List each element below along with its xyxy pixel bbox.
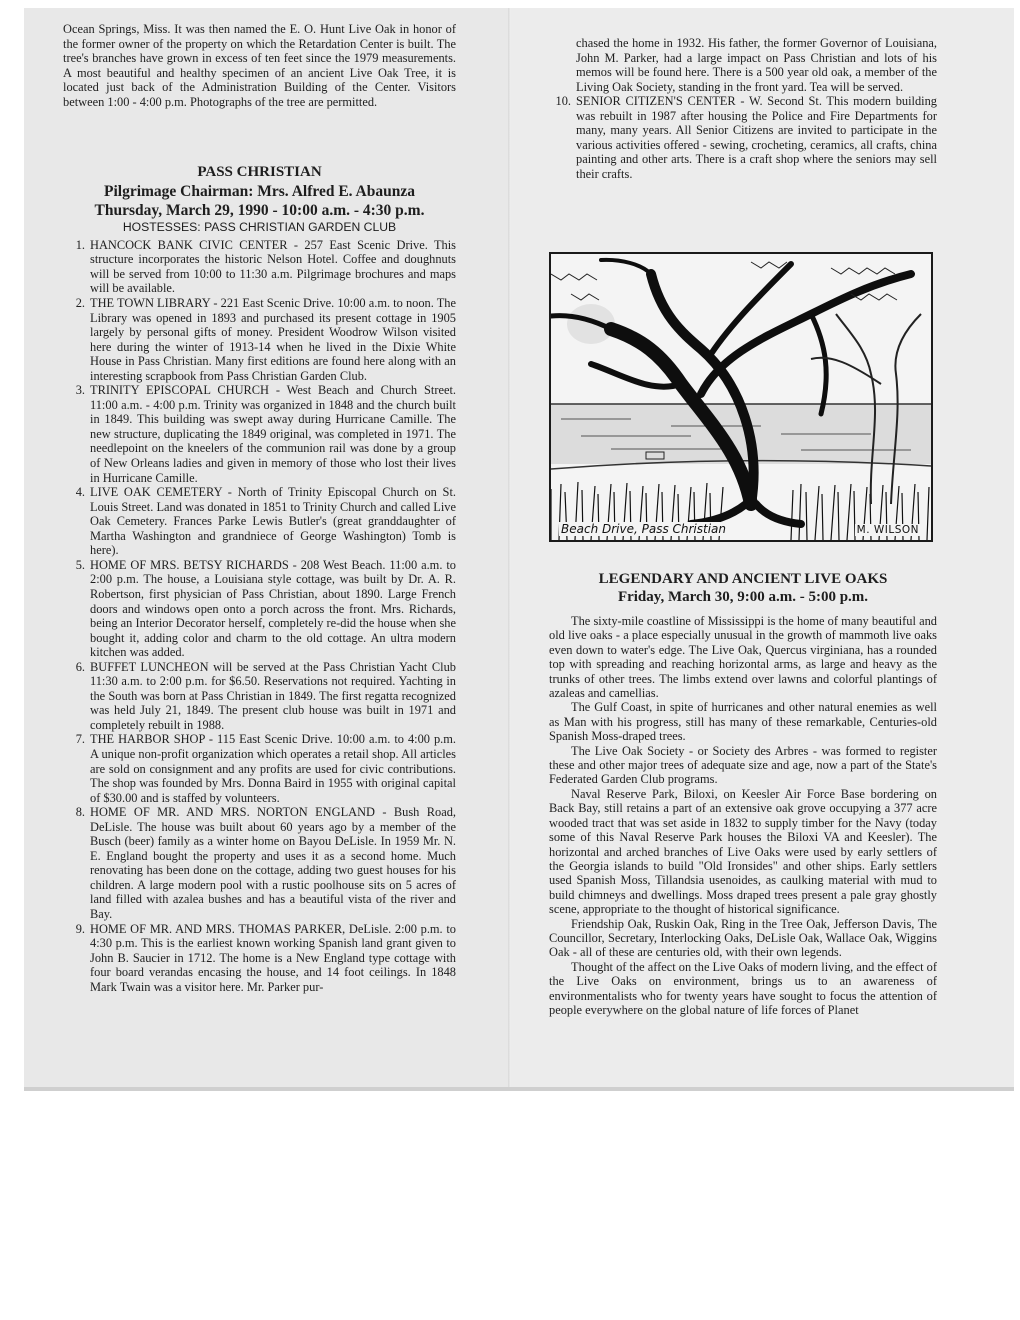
section-heading-date: Thursday, March 29, 1990 - 10:00 a.m. - 4:30 p.m. <box>94 202 425 220</box>
article-date: Friday, March 30, 9:00 a.m. - 5:00 p.m. <box>617 589 869 605</box>
item-number: 9. <box>75 921 85 936</box>
item-text: BUFFET LUNCHEON will be served at the Pass Christian Yacht Club 11:30 a.m. to 2:00 p.m. for $6.50. Reservations not required. Yachting in the South was born at Pass Christian in 1849. The first regatta recognized was held July 21, 1849. The present club house was built in 1971 and completely rebuilt in 1988. <box>90 659 456 732</box>
live-oaks-article <box>549 570 937 1017</box>
item-number: 4. <box>75 485 85 500</box>
item-text: TRINITY EPISCOPAL CHURCH - West Beach and Church Street. 11:00 a.m. - 4:00 p.m. Trinity was organized in 1848 and the church built in 1849. This building was swept away during Hurricane Camille. The new structure, duplicating the 1849 original, was completed in 1971. The needlepoint on the kneelers of the communion rail was done by a group of New Orleans ladies and given in memory of those who lost their lives in Hurricane Camille. <box>90 383 456 485</box>
item-number: 8. <box>75 805 85 820</box>
item-number: 2. <box>75 296 85 311</box>
list-item <box>63 922 456 995</box>
item-text: THE TOWN LIBRARY - 221 East Scenic Drive. 10:00 a.m. to noon. The Library was opened in 1893 and purchased its present cottage in 1905 largely by personal gifts of money. President Woodrow Wilson visited here during the winter of 1913-14 when he lived in the Dixie White House in Pass Christian. Many first editions are found here along with an interesting scrapbook from Pass Christian Garden Club. <box>90 296 456 383</box>
list-item <box>63 238 456 296</box>
section-heading-chairman: Pilgrimage Chairman: Mrs. Alfred E. Abaunza <box>104 183 415 201</box>
right-column-top <box>549 36 937 181</box>
left-column <box>63 22 456 994</box>
item-number: 5. <box>75 557 85 572</box>
page-bottom-edge <box>24 1087 1014 1091</box>
item-text: HOME OF MRS. BETSY RICHARDS - 208 West Beach. 11:00 a.m. to 2:00 p.m. The house, a Louisiana style cottage, was built by Dr. A. R. Robertson, first physician of Pass Christian, about 1890. Large French doors and windows open onto a porch across the front. Mrs. Richards, being an Interior Decorator herself, completely re-did the house when she bought it, adding color and charm to the old cottage. An ultra modern kitchen was added. <box>90 557 456 660</box>
artist-signature: M. WILSON <box>856 524 919 536</box>
list-item <box>549 94 937 181</box>
continuation-paragraph <box>549 36 937 94</box>
hostesses-line: HOSTESSES: PASS CHRISTIAN GARDEN CLUB <box>122 220 397 235</box>
article-paragraph: The Gulf Coast, in spite of hurricanes and other natural enemies as well as Man with his progress, still has many of these remarkable, Centuries-old Spanish Moss-draped trees. <box>549 700 937 744</box>
intro-paragraph: Ocean Springs, Miss. It was then named the E. O. Hunt Live Oak in honor of the former owner of the property on which the Retardation Center is built. The tree's branches have grown in excess of ten feet since the 1979 measurements. A most beautiful and healthy specimen of an ancient Live Oak Tree, it is located just back of the Administration Building of the Center. Visitors between 1:00 - 4:00 p.m. Photographs of the tree are permitted. <box>63 22 456 109</box>
continuation-text: chased the home in 1932. His father, the former Governor of Louisiana, John M. Parker, had a large impact on Pass Christian and lots of his memos will be found here. There is a 500 year old oak, a member of the Living Oak Society, standing in the front yard. Tea will be served. <box>576 36 937 94</box>
illustration-caption: Beach Drive, Pass Christian <box>561 522 727 536</box>
list-item <box>63 805 456 921</box>
article-paragraph: Naval Reserve Park, Biloxi, on Keesler Air Force Base bordering on Back Bay, still retains a part of an extensive oak grove occupying a 377 acre wooded tract that was set aside in 1832 to supply timber for the Navy (today some of this Naval Reserve Park houses the Biloxi VA and Keesler). The horizontal and arched branches of Live Oaks were used by early settlers of the Georgia islands to build "Old Ironsides" and other ships. Early settlers used Spanish Moss, Tillandsia usenoides, as caulking material with mud to build chimneys and dwellings. Moss draped trees present a pale gray ghostly scene, appropriate to the thought of historical significance. <box>549 786 937 917</box>
item-number: 7. <box>75 732 85 747</box>
item-number: 1. <box>75 237 85 252</box>
item-number: 3. <box>75 383 85 398</box>
list-item <box>63 732 456 805</box>
list-item <box>63 383 456 485</box>
list-item <box>63 558 456 660</box>
item-text: THE HARBOR SHOP - 115 East Scenic Drive. 10:00 a.m. to 4:00 p.m. A unique non-profit organization which operates a retail shop. All articles are sold on consignment and any profits are used for civic contributions. The shop was founded by Mrs. Donna Baird in 1955 with original capital of $30.00 and is staffed by volunteers. <box>90 732 456 805</box>
item-text: HOME OF MR. AND MRS. NORTON ENGLAND - Bush Road, DeLisle. The house was built about 60 years ago by a member of the Busch (beer) family as a winter home on Bayou DeLisle. In 1959 Mr. N. E. England bought the property and uses it as a second home. Much renovating has been done on the cottage, adding two guest houses for his children. A large modern pool with a rustic poolhouse sits on 5 acres of land filled with azalea bushes and has a beautiful vista of the river and Bay. <box>90 805 456 921</box>
list-item <box>63 660 456 733</box>
item-number: 10. <box>555 94 571 109</box>
article-paragraph: Friendship Oak, Ruskin Oak, Ring in the Tree Oak, Jefferson Davis, The Councillor, Secretary, Interlocking Oaks, DeLisle Oak, Wallace Oak, Wiggins Oak - all of these are centuries old, with their own legends. <box>549 916 937 960</box>
article-title: LEGENDARY AND ANCIENT LIVE OAKS <box>598 571 888 587</box>
list-item <box>63 485 456 558</box>
page-fold <box>508 8 511 1091</box>
item-text: HANCOCK BANK CIVIC CENTER - 257 East Scenic Drive. This structure incorporates the historic Nelson Hotel. Coffee and doughnuts will be served from 10:00 to 11:30 a.m. Pilgrimage brochures and maps will be available. <box>90 237 456 296</box>
article-paragraph: The sixty-mile coastline of Mississippi is the home of many beautiful and old live oaks - a place especially unusual in the growth of mammoth live oaks even down to water's edge. The Live Oak, Quercus virginiana, has a rounded top with spreading and reaching horizontal arms, as large and heavy as the trunks of other trees. The limbs extend over lawns and colorful plantings of azaleas and camellias. <box>549 614 937 701</box>
tree-drawing <box>551 254 931 540</box>
section-heading-place: PASS CHRISTIAN <box>197 164 322 181</box>
list-item <box>63 296 456 383</box>
article-paragraph: The Live Oak Society - or Society des Arbres - was formed to register these and other major trees of adequate size and age, now a part of the State's Federated Garden Club programs. <box>549 743 937 787</box>
item-number: 6. <box>75 659 85 674</box>
article-paragraph: Thought of the affect on the Live Oaks of modern living, and the effect of the Live Oaks on environment, brings us to an awareness of environmentalists who for twenty years have sought to focus the attention of people everywhere on the global nature of life forces of Planet <box>549 959 937 1017</box>
item-text: HOME OF MR. AND MRS. THOMAS PARKER, DeLisle. 2:00 p.m. to 4:30 p.m. This is the earliest known working Spanish land grant given to John B. Saucier in 1712. The home is a New England type cottage with four board verandas encasing the house, and 14 foot ceilings. In 1848 Mark Twain was a visitor here. Mr. Parker pur- <box>90 921 456 994</box>
item-text: SENIOR CITIZEN'S CENTER - W. Second St. This modern building was rebuilt in 1987 after housing the Police and Fire Departments for many, many years. All Senior Citizens are invited to participate in the various activities offered - sewing, crocheting, ceramics, all crafts, china painting and other arts. There is a craft shop where the seniors may sell their crafts. <box>576 94 937 181</box>
item-text: LIVE OAK CEMETERY - North of Trinity Episcopal Church on St. Louis Street. Land was donated in 1851 to Trinity Church and called Live Oak Cemetery. Frances Parke Lewis Butler's (great granddaughter of Martha Washington and grandniece of George Washington) Tomb is here). <box>90 485 456 558</box>
live-oak-illustration <box>549 252 933 542</box>
